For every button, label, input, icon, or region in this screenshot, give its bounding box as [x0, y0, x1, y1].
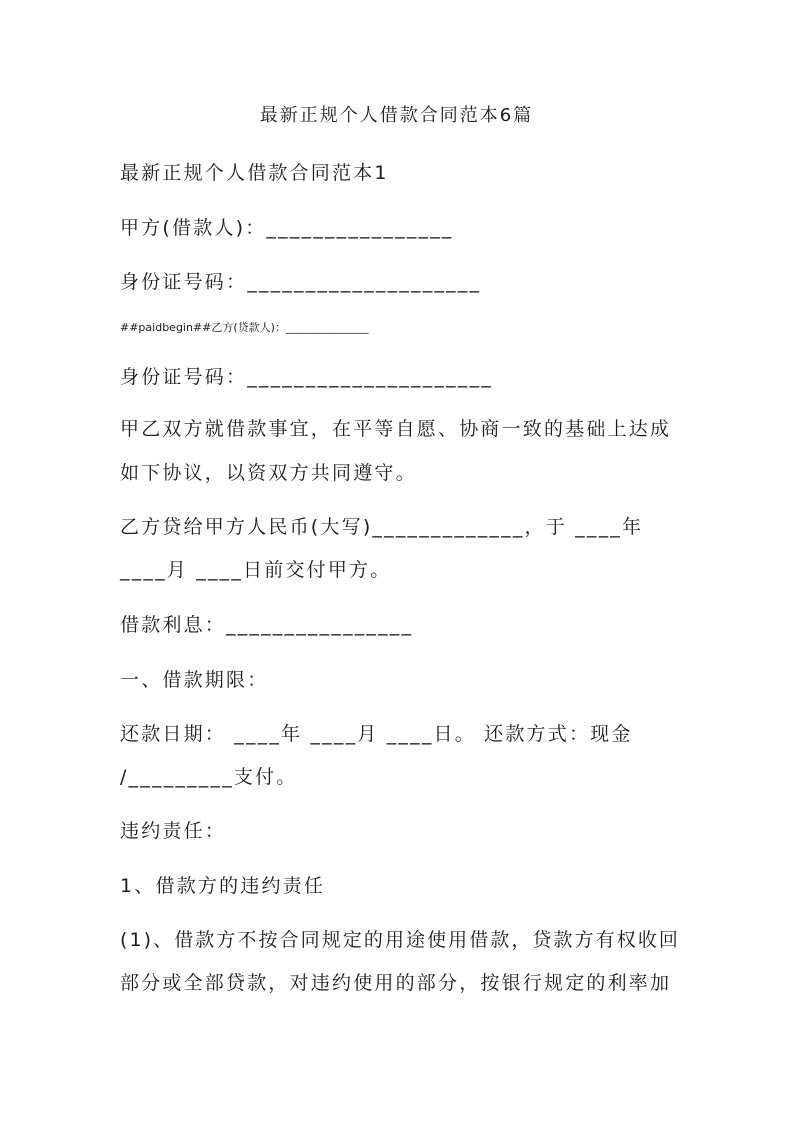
repayment-method-line: /_________支付。	[120, 766, 298, 788]
agreement-paragraph-line: 甲乙双方就借款事宜，在平等自愿、协商一致的基础上达成	[120, 418, 672, 440]
borrower-liability-heading: 1、借款方的违约责任	[120, 875, 326, 897]
loan-amount-line: 乙方贷给甲方人民币(大写)_____________，于 ____年	[120, 516, 644, 538]
borrower-field: 甲方(借款人)：________________	[120, 217, 454, 239]
clause-line: (1)、借款方不按合同规定的用途使用借款，贷款方有权收回	[120, 929, 680, 951]
clause-line: 部分或全部贷款，对违约使用的部分，按银行规定的利率加	[120, 972, 672, 994]
lender-field: ##paidbegin##乙方(贷款人)：_______________	[120, 321, 369, 334]
loan-term-heading: 一、借款期限：	[120, 669, 269, 691]
liability-heading: 违约责任：	[120, 820, 227, 842]
lender-id-field: 身份证号码：_____________________	[120, 366, 493, 388]
borrower-id-field: 身份证号码：____________________	[120, 271, 482, 293]
loan-interest-field: 借款利息：________________	[120, 614, 414, 636]
agreement-paragraph-line: 如下协议，以资双方共同遵守。	[120, 462, 417, 484]
loan-date-line: ____月 ____日前交付甲方。	[120, 559, 392, 581]
repayment-line: 还款日期： ____年 ____月 ____日。 还款方式：现金	[120, 723, 633, 745]
document-title: 最新正规个人借款合同范本6篇	[259, 105, 534, 126]
section-heading: 最新正规个人借款合同范本1	[120, 162, 389, 184]
